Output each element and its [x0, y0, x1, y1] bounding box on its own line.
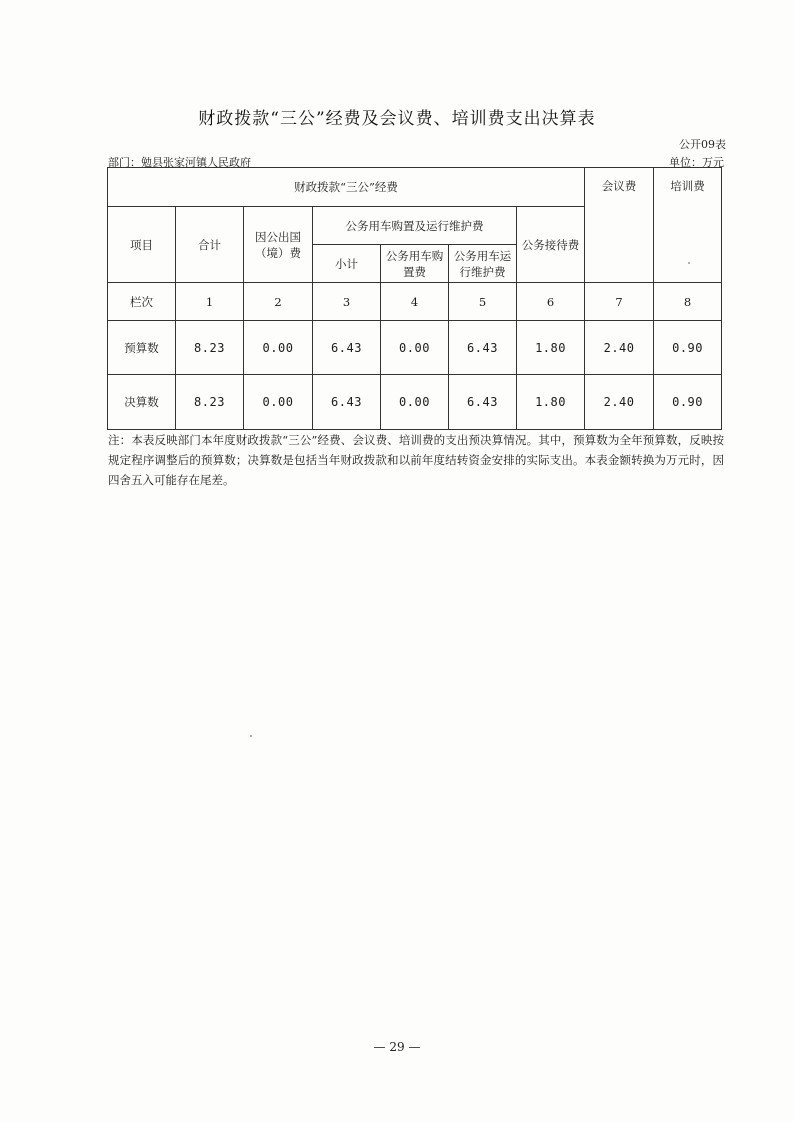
- cell-value: 2.40: [585, 321, 654, 375]
- cell-value: 6.43: [449, 321, 517, 375]
- cell-value: 2.40: [585, 375, 654, 430]
- unit-label: 单位：万元: [669, 156, 724, 169]
- vehicle-operation-header: 公务用车运行维护费: [449, 245, 517, 283]
- budget-row: [108, 321, 722, 375]
- vehicle-purchase-header: 公务用车购置费: [381, 245, 449, 283]
- cell-value: 6.43: [313, 321, 381, 375]
- meeting-fee-header: 会议费: [585, 168, 654, 283]
- three-public-group-header: 财政拨款“三公”经费: [108, 168, 585, 207]
- cell-value: 6.43: [449, 375, 517, 430]
- document-title: 财政拨款“三公”经费及会议费、培训费支出决算表: [198, 109, 596, 129]
- row-label: 预算数: [108, 321, 176, 375]
- cell-value: 8.23: [176, 375, 244, 430]
- vehicle-group-header: 公务用车购置及运行维护费: [313, 207, 517, 245]
- scan-speck: [250, 735, 252, 737]
- column-row-label: 栏次: [108, 283, 176, 321]
- training-fee-header: 培训费: [654, 168, 722, 283]
- total-header: 合计: [176, 207, 244, 283]
- column-number: 1: [176, 283, 244, 321]
- column-number: 7: [585, 283, 654, 321]
- page-number: — 29 —: [373, 1040, 421, 1054]
- scan-speck: [688, 262, 690, 264]
- expenditure-table: [107, 167, 722, 430]
- item-header: 项目: [108, 207, 176, 283]
- column-number: 8: [654, 283, 722, 321]
- cell-value: 8.23: [176, 321, 244, 375]
- cell-value: 0.00: [244, 321, 313, 375]
- subtotal-header: 小计: [313, 245, 381, 283]
- final-accounts-row: [108, 375, 722, 430]
- cell-value: 1.80: [517, 321, 585, 375]
- department-label: 部门：勉县张家河镇人民政府: [108, 156, 251, 169]
- cell-value: 1.80: [517, 375, 585, 430]
- cell-value: 6.43: [313, 375, 381, 430]
- cell-value: 0.90: [654, 321, 722, 375]
- column-number: 3: [313, 283, 381, 321]
- row-label: 决算数: [108, 375, 176, 430]
- column-number: 2: [244, 283, 313, 321]
- form-number: 公开09表: [679, 138, 726, 151]
- cell-value: 0.00: [381, 321, 449, 375]
- column-number: 6: [517, 283, 585, 321]
- table-footnote: 注：本表反映部门本年度财政拨款“三公”经费、会议费、培训费的支出预决算情况。其中，预算数为全年预算数，反映按规定程序调整后的预算数；决算数是包括当年财政拨款和以前年度结转资金安排的实际支出。本表金额转换为万元时，因四舍五入可能存在尾差。: [108, 433, 724, 487]
- cell-value: 0.90: [654, 375, 722, 430]
- column-number: 4: [381, 283, 449, 321]
- cell-value: 0.00: [381, 375, 449, 430]
- cell-value: 0.00: [244, 375, 313, 430]
- column-number: 5: [449, 283, 517, 321]
- column-number-row: [108, 283, 722, 321]
- abroad-fee-header: 因公出国（境）费: [244, 207, 313, 283]
- reception-fee-header: 公务接待费: [517, 207, 585, 283]
